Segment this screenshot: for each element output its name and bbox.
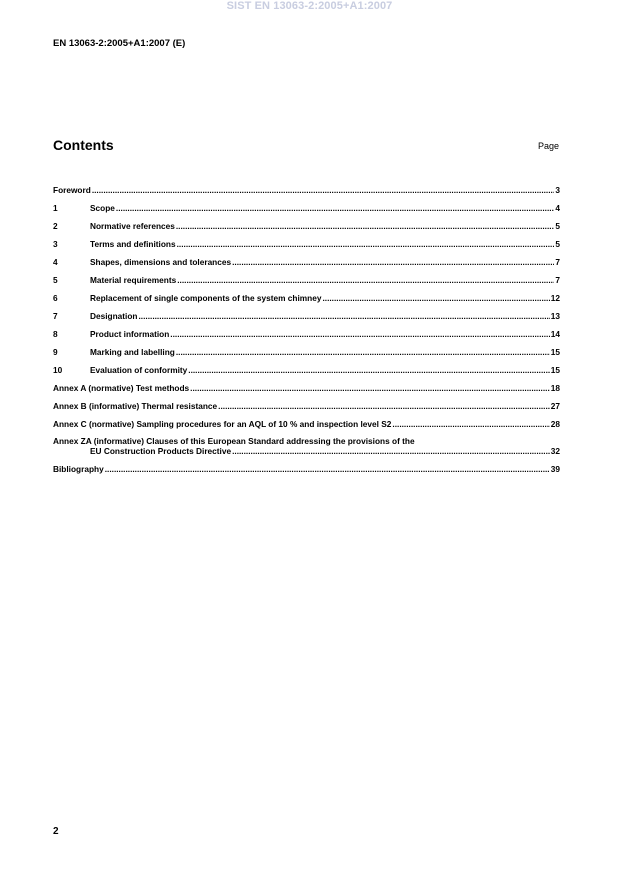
toc-entry-marking-labelling[interactable] <box>53 339 560 357</box>
toc-entry-number: 3 <box>53 239 58 249</box>
toc-entry-scope[interactable] <box>53 195 560 213</box>
dot-leader <box>170 329 549 339</box>
toc-entry-title: Material requirements <box>90 275 177 285</box>
toc-entry-number: 9 <box>53 347 58 357</box>
toc-entry-title: Designation <box>90 311 138 321</box>
dot-leader <box>188 365 550 375</box>
dot-leader <box>322 293 549 303</box>
dot-leader <box>232 257 554 267</box>
toc-entry-number: 5 <box>53 275 58 285</box>
toc-entry-page: 28 <box>550 419 560 429</box>
toc-entry-page: 12 <box>550 293 560 303</box>
toc-entry-annex-b[interactable] <box>53 393 560 411</box>
dot-leader <box>232 446 550 456</box>
dot-leader <box>392 419 549 429</box>
toc-entry-material-requirements[interactable] <box>53 267 560 285</box>
toc-entry-page: 3 <box>555 185 560 195</box>
toc-entry-page: 5 <box>555 221 560 231</box>
toc-entry-page: 39 <box>550 464 560 474</box>
toc-entry-terms-and-definitions[interactable] <box>53 231 560 249</box>
dot-leader <box>176 347 550 357</box>
toc-entry-title: Normative references <box>90 221 175 231</box>
toc-entry-title: Foreword <box>53 185 91 195</box>
toc-entry-title: Shapes, dimensions and tolerances <box>90 257 232 267</box>
toc-entry-page: 7 <box>555 257 560 267</box>
toc-entry-title-line2: EU Construction Products Directive <box>90 446 232 456</box>
toc-entry-number: 1 <box>53 203 58 213</box>
toc-entry-page: 14 <box>550 329 560 339</box>
toc-entry-evaluation-of-conformity[interactable] <box>53 357 560 375</box>
toc-entry-title: Evaluation of conformity <box>90 365 188 375</box>
dot-leader <box>116 203 554 213</box>
toc-entry-product-information[interactable] <box>53 321 560 339</box>
toc-entry-annex-c[interactable] <box>53 411 560 429</box>
toc-entry-line2-row <box>53 446 560 456</box>
toc-entry-bibliography[interactable] <box>53 462 560 474</box>
toc-entry-designation[interactable] <box>53 303 560 321</box>
toc-entry-number: 2 <box>53 221 58 231</box>
toc-entry-title: Annex A (normative) Test methods <box>53 383 190 393</box>
page-column-label: Page <box>537 141 559 151</box>
toc-entry-shapes-dimensions[interactable] <box>53 249 560 267</box>
dot-leader <box>176 221 555 231</box>
dot-leader <box>177 239 555 249</box>
toc-entry-annex-a[interactable] <box>53 375 560 393</box>
toc-entry-page: 18 <box>550 383 560 393</box>
toc-entry-title-line1: Annex ZA (informative) Clauses of this European Standard addressing the provisions of the <box>53 436 415 446</box>
toc-entry-number: 7 <box>53 311 58 321</box>
toc-entry-title: Bibliography <box>53 464 104 474</box>
dot-leader <box>190 383 550 393</box>
toc-entry-number: 10 <box>53 365 63 375</box>
toc-entry-replacement[interactable] <box>53 285 560 303</box>
document-id-header: EN 13063-2:2005+A1:2007 (E) <box>53 38 186 49</box>
toc-entry-page: 32 <box>550 446 560 456</box>
toc-entry-title: Product information <box>90 329 170 339</box>
toc-entry-number: 4 <box>53 257 58 267</box>
toc-entry-page: 15 <box>550 365 560 375</box>
toc-entry-title: Terms and definitions <box>90 239 176 249</box>
toc-entry-title: Annex C (normative) Sampling procedures for an AQL of 10 % and inspection level S2 <box>53 419 392 429</box>
toc-entry-page: 5 <box>555 239 560 249</box>
toc-entry-title: Marking and labelling <box>90 347 175 357</box>
toc-entry-number: 8 <box>53 329 58 339</box>
toc-entry-title: Replacement of single components of the system chimney <box>90 293 322 303</box>
toc-entry-page: 4 <box>555 203 560 213</box>
table-of-contents <box>53 177 560 474</box>
dot-leader <box>92 185 555 195</box>
toc-entry-annex-za[interactable] <box>53 436 560 456</box>
toc-entry-number: 6 <box>53 293 58 303</box>
toc-entry-page: 13 <box>550 311 560 321</box>
dot-leader <box>138 311 549 321</box>
toc-entry-foreword[interactable] <box>53 177 560 195</box>
watermark: SIST EN 13063-2:2005+A1:2007 <box>226 0 393 12</box>
toc-entry-page: 15 <box>550 347 560 357</box>
toc-entry-title: Scope <box>90 203 115 213</box>
toc-entry-multiline <box>53 436 560 456</box>
dot-leader <box>218 401 550 411</box>
toc-entry-page: 27 <box>550 401 560 411</box>
dot-leader <box>177 275 554 285</box>
toc-entry-normative-references[interactable] <box>53 213 560 231</box>
dot-leader <box>105 464 550 474</box>
toc-entry-page: 7 <box>555 275 560 285</box>
contents-heading: Contents <box>53 137 114 153</box>
page-number: 2 <box>53 826 59 837</box>
toc-entry-title: Annex B (informative) Thermal resistance <box>53 401 218 411</box>
